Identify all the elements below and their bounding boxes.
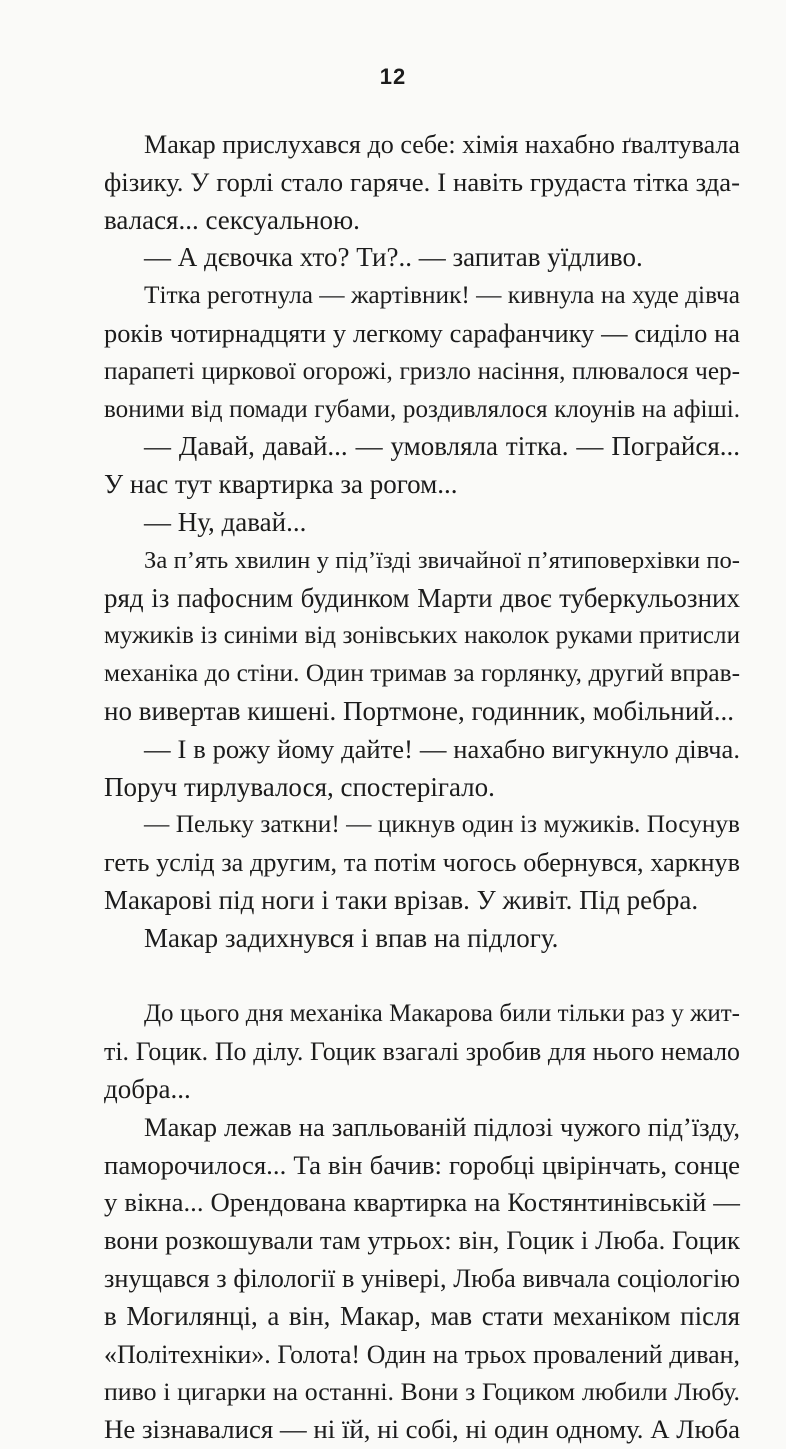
- text-line: «Політехніки». Голота! Один на трьох провалений диван,: [104, 1339, 740, 1369]
- text-line: механіка до стіни. Один тримав за горлянку, другий вправ-: [104, 659, 740, 688]
- text-line: — Давай, давай... — умовляла тітка. — Пограйся...: [144, 431, 740, 462]
- text-line: — Пельку заткни! — цикнув один із мужиків. Посунув: [144, 810, 740, 839]
- text-line: — І в рожу йому дайте! — нахабно вигукнуло дівча.: [144, 733, 740, 764]
- text-line: добра...: [104, 1073, 191, 1104]
- text-line: мужиків із синіми від зонівських наколок руками притисли: [104, 622, 740, 650]
- text-line: Поруч тирлувалося, спостерігало.: [104, 771, 495, 802]
- text-line: пиво і цигарки на останні. Вони з Гоциком любили Любу.: [104, 1377, 740, 1407]
- text-line: — Ну, давай...: [144, 506, 307, 537]
- text-line: Макар задихнувся і впав на підлогу.: [144, 922, 559, 953]
- text-line: Макарові під ноги і таки врізав. У живіт. Під ребра.: [104, 884, 699, 915]
- text-line: валася... сексуальною.: [104, 204, 360, 235]
- page-number: 12: [379, 64, 407, 89]
- text-line: Макар лежав на запльованій підлозі чужого під’їзду,: [144, 1111, 740, 1142]
- text-line: Макар прислухався до себе: хімія нахабно ґвалтувала: [144, 130, 740, 159]
- text-line: но вивертав кишені. Портмоне, годинник, мобільний...: [104, 695, 734, 726]
- text-line: Не зізнавалися — ні їй, ні собі, ні один одному. А Люба: [104, 1414, 740, 1445]
- text-line: У нас тут квартирка за рогом...: [104, 469, 458, 500]
- text-line: років чотирнадцяти у легкому сарафанчику — сиділо на: [104, 317, 740, 348]
- text-line: воними від помади губами, роздивлялося клоунів на афіші.: [104, 395, 740, 423]
- text-line: фізику. У горлі стало гаряче. І навіть грудаста тітка зда-: [104, 166, 740, 197]
- text-line: До цього дня механіка Макарова били тільки раз у жит-: [144, 1000, 740, 1028]
- text-line: парапеті циркової огорожі, гризло насіння, плювалося чер-: [104, 357, 740, 385]
- text-line: ряд із пафосним будинком Марти двоє туберкульозних: [104, 582, 740, 613]
- text-line: вони розкошували там утрьох: він, Гоцик і Люба. Гоцик: [104, 1225, 740, 1256]
- section-break: [104, 958, 740, 996]
- text-line: знущався з філології в універі, Люба вивчала соціологію: [104, 1263, 740, 1293]
- text-line: — А дєвочка хто? Ти?.. — запитав уїдливо.: [144, 242, 643, 273]
- text-line: паморочилося... Та він бачив: горобці цвірінчать, сонце: [104, 1149, 740, 1180]
- text-line: в Могилянці, а він, Макар, мав стати механіком після: [104, 1300, 740, 1331]
- text-line: За п’ять хвилин у під’їзді звичайної п’ятиповерхівки по-: [144, 546, 740, 574]
- text-line: геть услід за другим, та потім чогось обернувся, харкнув: [104, 848, 740, 878]
- body-text: [104, 126, 740, 1449]
- text-line: ті. Гоцик. По ділу. Гоцик взагалі зробив для нього немало: [104, 1037, 740, 1067]
- text-line: Тітка реготнула — жартівник! — кивнула на худе дівча: [144, 281, 740, 310]
- text-line: у вікна... Орендована квартирка на Костянтинівській —: [104, 1187, 740, 1218]
